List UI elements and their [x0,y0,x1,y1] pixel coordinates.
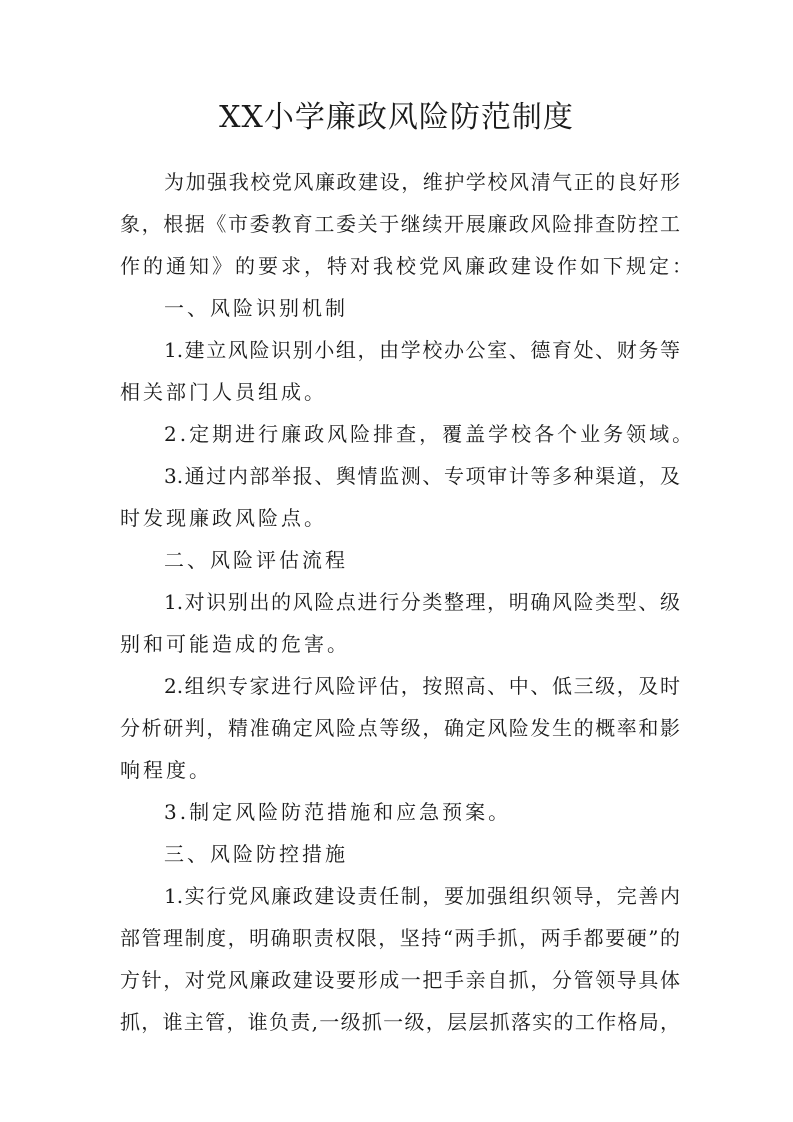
text-line: 2.组织专家进行风险评估，按照高、中、低三级，及时 [164,674,680,698]
text-line: 2.定期进行廉政风险排查，覆盖学校各个业务领域。 [164,422,696,446]
text-line: 抓，谁主管，谁负责,一级抓一级，层层抓落实的工作格局， [120,1010,680,1034]
text-line: 三、风险防控措施 [164,842,348,866]
text-line: 二、风险评估流程 [164,548,348,572]
document-title: XX小学廉政风险防范制度 [219,100,574,135]
text-line: 为加强我校党风廉政建设，维护学校风清气正的良好形 [164,170,680,194]
text-line: 一、风险识别机制 [164,296,348,320]
text-line: 部管理制度，明确职责权限，坚持“两手抓，两手都要硬”的 [120,926,680,950]
text-line: 作的通知》的要求，特对我校党风廉政建设作如下规定： [120,254,695,278]
text-line: 分析研判，精准确定风险点等级，确定风险发生的概率和影 [120,716,680,740]
text-line: 1.建立风险识别小组，由学校办公室、德育处、财务等 [164,338,680,362]
text-line: 相关部门人员组成。 [120,380,327,404]
text-line: 时发现廉政风险点。 [120,506,327,530]
text-line: 别和可能造成的危害。 [120,632,350,656]
text-line: 3.通过内部举报、舆情监测、专项审计等多种渠道，及 [164,464,680,488]
text-line: 1.实行党风廉政建设责任制，要加强组织领导，完善内 [164,884,680,908]
text-line: 象，根据《市委教育工委关于继续开展廉政风险排查防控工 [120,212,680,236]
document-body [120,161,696,1043]
text-line: 3.制定风险防范措施和应急预案。 [164,800,512,824]
text-line: 响程度。 [120,758,212,782]
text-line: 1.对识别出的风险点进行分类整理，明确风险类型、级 [164,590,680,614]
text-line: 方针，对党风廉政建设要形成一把手亲自抓，分管领导具体 [120,968,680,992]
